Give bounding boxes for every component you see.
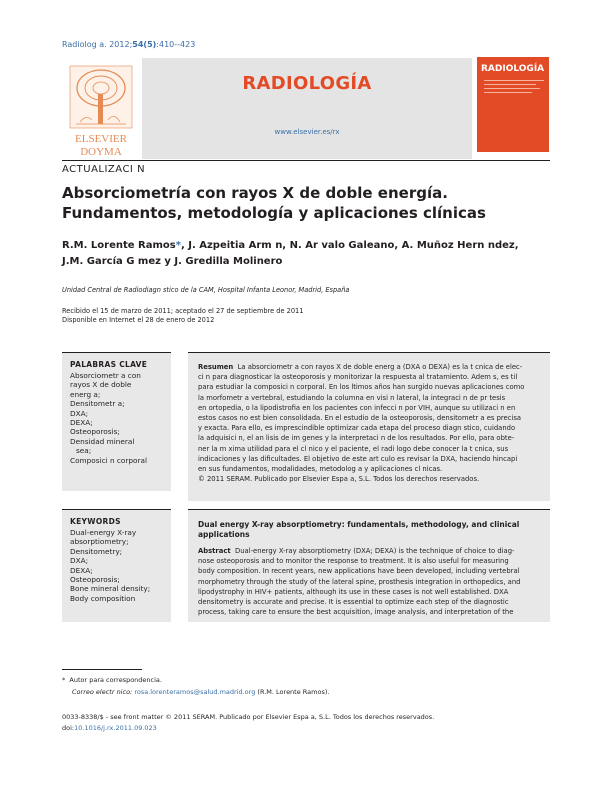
keyword-item: Body composition (70, 593, 136, 603)
elsevier-logo (62, 64, 140, 159)
author-list (62, 238, 552, 270)
publisher-name-line2: DOYMA (80, 146, 122, 158)
abstract-line: la morfometr a vertebral, estudiando la columna en visi n lateral, la integraci n de pr tesis (198, 393, 506, 402)
affiliation: Unidad Central de Radiodiagn stico de la CAM, Hospital Infanta Leonor, Madrid, España (62, 286, 350, 294)
issn-line: 0033-8338/$ - see front matter © 2011 SERAM. Publicado por Elsevier Espa a, S.L. Todos los derechos reservados. (62, 713, 435, 721)
abstract-line: en ortopedia, o la lipodistrofia en los pacientes con infecci n por VIH, aunque su utilizaci n en (198, 403, 516, 412)
abstract-line: estos casos no est bien consolidada. En el estudio de la osteoporosis, densitometr a es precisa (198, 414, 522, 423)
footnote (62, 674, 329, 698)
keyword-item: Bone mineral density; (70, 584, 151, 594)
abstract-es-label: Resumen (198, 363, 234, 371)
keyword-item: energ a; (70, 389, 101, 399)
publisher-name-line1: ELSEVIER (75, 133, 127, 145)
abstract-line: ci n para diagnosticar la osteoporosis y monitorizar la respuesta al tratamiento. Adem s, es til (198, 373, 518, 382)
cover-decoration (484, 92, 532, 93)
keyword-item: Densitometr a; (70, 399, 125, 409)
keyword-item: absorptiometry; (70, 537, 129, 547)
abstract-line: Dual-energy X-ray absorptiometry (DXA; DEXA) is the technique of choice to diag- (234, 547, 515, 555)
abstract-en-text (198, 546, 540, 617)
email-owner: (R.M. Lorente Ramos). (257, 688, 330, 696)
abstract-line: densitometry is accurate and precise. It is essential to optimize each step of the diagnostic (198, 598, 509, 607)
abstract-line: process, taking care to ensure the best acquisition, image analysis, and interpretation of the (198, 608, 514, 617)
abstract-line: La absorciometr a con rayos X de doble energ a (DXA o DEXA) es la t cnica de elec- (237, 363, 523, 371)
article-dates (62, 307, 303, 325)
keyword-item: DEXA; (70, 565, 93, 575)
english-title (198, 520, 540, 540)
keyword-item: sea; (76, 446, 92, 456)
section-label: ACTUALIZACI N (62, 164, 146, 175)
keyword-item: Composici n corporal (70, 455, 147, 465)
abstract-line: body composition. In recent years, new applications have been developed, including vertebral (198, 567, 520, 576)
abstract-line: para estudiar la composici n corporal. En los ltimos años han surgido nuevas aplicaciones como (198, 383, 525, 392)
copyright-line: © 2011 SERAM. Publicado por Elsevier Espa a, S.L. Todos los derechos reservados. (198, 475, 480, 484)
keywords-es-list (70, 371, 171, 465)
abstract-es-text (198, 362, 540, 484)
elsevier-tree-icon (62, 64, 140, 159)
keyword-item: Osteoporosis; (70, 575, 120, 585)
keywords-en-box (62, 509, 171, 622)
citation-journal: Radiolog a. 2012; (62, 40, 133, 49)
citation-issue: (5) (143, 40, 157, 49)
abstract-line: lipodystrophy in HIV+ patients, although its use in these cases is not well established. DXA (198, 587, 509, 596)
email-link[interactable]: rosa.lorenteramos@salud.madrid.org (134, 688, 256, 696)
footnote-text: Autor para correspondencia. (69, 676, 162, 684)
citation-volume: 54 (132, 40, 144, 49)
keyword-item: Osteoporosis; (70, 427, 120, 437)
keyword-item: Densidad mineral (70, 436, 135, 446)
keyword-item: Densitometry; (70, 546, 123, 556)
header-divider (62, 160, 550, 161)
doi-link[interactable]: 10.1016/j.rx.2011.09.023 (74, 724, 157, 732)
journal-name: RADIOLOGÍA (242, 73, 372, 94)
abstract-en-label: Abstract (198, 547, 231, 555)
author-rest: , J. Azpeitia Arm n, N. Ar valo Galeano, A. Muñoz Hern ndez, (180, 240, 519, 251)
abstract-line: morphometry through the study of the lateral spine, prosthesis integration in orthopedics, and (198, 577, 521, 586)
english-title-line: applications (198, 530, 250, 539)
online-date: Disponible en Internet el 28 de enero de 2012 (62, 316, 215, 324)
abstract-line: la adquisici n, el an lisis de im genes y la interpretaci n de los resultados. Por ello, para obte- (198, 434, 515, 443)
citation-pages: :410--423 (156, 40, 196, 49)
keyword-item: DXA; (70, 556, 89, 566)
cover-title: RADIOLOGÍA (481, 64, 545, 74)
publication-info (62, 712, 434, 734)
keywords-en-list (70, 528, 171, 603)
journal-url-link[interactable]: www.elsevier.es/rx (274, 128, 340, 136)
abstract-es-box (188, 352, 550, 501)
keyword-item: rayos X de doble (70, 380, 132, 390)
keywords-es-box (62, 352, 171, 491)
cover-decoration (484, 88, 540, 89)
abstract-line: en sus fundamentos, modalidades, metodolog a y aplicaciones cl nicas. (198, 465, 443, 474)
keyword-item: DEXA; (70, 418, 93, 428)
article-title: Absorciometría con rayos X de doble energía. Fundamentos, metodología y aplicaciones clínicas (62, 184, 486, 222)
keyword-item: Dual-energy X-ray (70, 528, 137, 537)
email-label: Correo electr nico: (72, 688, 133, 696)
author-first: R.M. Lorente Ramos (62, 240, 176, 251)
footnote-mark: * (62, 676, 66, 684)
abstract-line: indicaciones y las dificultades. El objetivo de este art culo es revisar la DXA, haciendo hincapi (198, 454, 518, 463)
abstract-en-box (188, 509, 550, 622)
keyword-item: DXA; (70, 408, 89, 418)
cover-decoration (484, 84, 536, 85)
author-line-2: J.M. García G mez y J. Gredilla Molinero (62, 256, 283, 267)
keywords-es-heading: PALABRAS CLAVE (70, 360, 148, 369)
footnote-divider (62, 669, 142, 670)
corresponding-author-mark[interactable]: * (175, 240, 181, 251)
cover-decoration (484, 80, 544, 81)
abstract-line: ner la m xima utilidad para el cl nico y el paciente, el radi logo debe conocer la t cnica, sus (198, 444, 509, 453)
journal-citation[interactable] (62, 40, 195, 49)
keyword-item: Absorciometr a con (70, 371, 141, 380)
english-title-line: Dual energy X-ray absorptiometry: fundamentals, methodology, and clinical (198, 520, 520, 529)
abstract-line: nose osteoporosis and to monitor the response to treatment. It is also useful for measuring (198, 557, 509, 566)
keywords-en-heading: KEYWORDS (70, 517, 121, 526)
received-date: Recibido el 15 de marzo de 2011; aceptado el 27 de septiembre de 2011 (62, 307, 304, 315)
abstract-line: y exacta. Para ello, es imprescindible optimizar cada etapa del proceso diagn stico, cuidando (198, 424, 516, 433)
doi-label: doi: (62, 724, 75, 732)
